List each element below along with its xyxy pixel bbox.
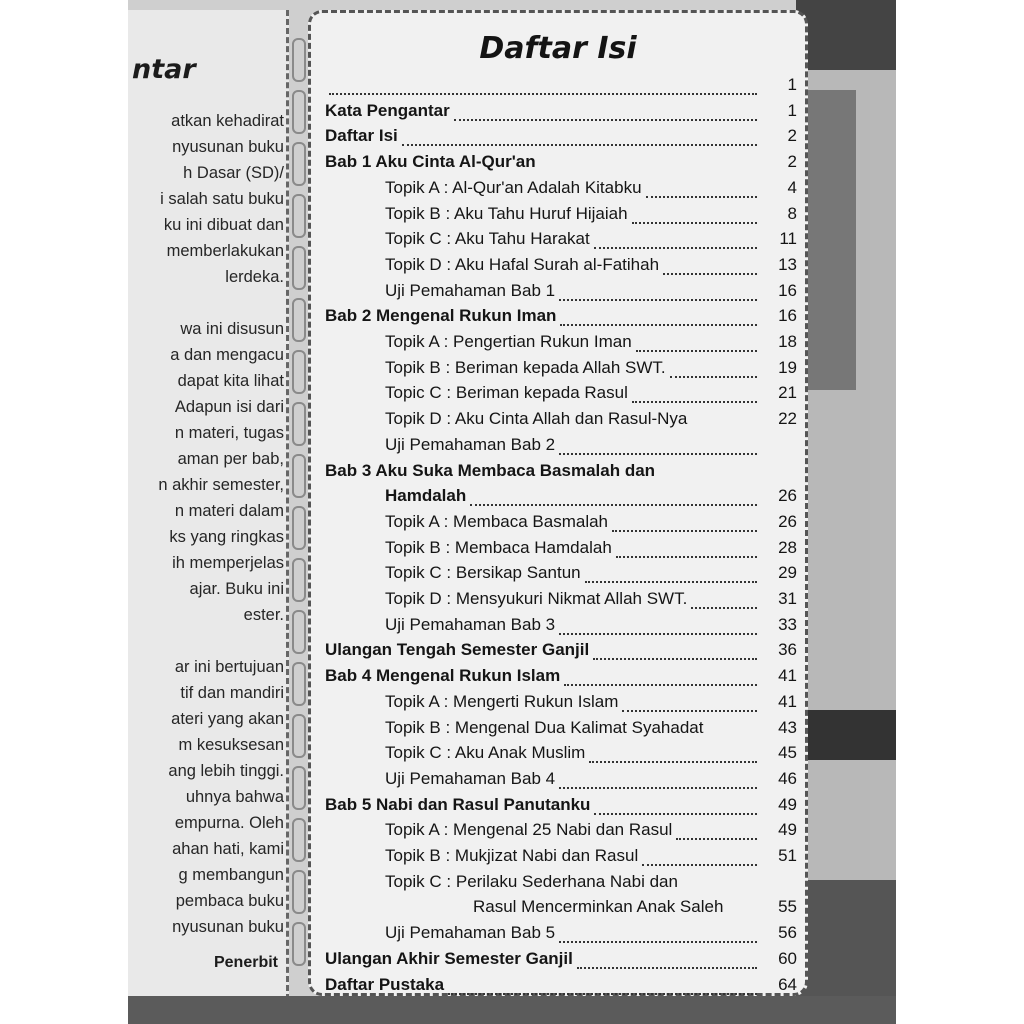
preface-line: dapat kita lihat (177, 372, 284, 390)
toc-entry-label: Uji Pemahaman Bab 4 (385, 768, 556, 788)
toc-entry[interactable] (311, 563, 811, 589)
preface-line: n materi, tugas (174, 424, 284, 442)
toc-page-number: 1 (787, 75, 797, 94)
preface-line: nyusunan buku (172, 138, 284, 156)
preface-line (130, 628, 284, 654)
toc-entry-label: Topik C : Aku Tahu Harakat (385, 229, 590, 249)
toc-entry[interactable] (311, 872, 811, 898)
toc-page-number: 2 (787, 126, 797, 146)
toc-entry[interactable] (311, 769, 811, 795)
toc-page-number: 16 (778, 280, 797, 300)
toc-entry[interactable] (311, 358, 811, 384)
toc-page-number: 2 (787, 152, 797, 172)
dot-leader (577, 967, 757, 969)
toc-page-number: 51 (778, 846, 797, 865)
toc-entry[interactable] (311, 589, 811, 615)
toc-page-number: 41 (778, 691, 797, 711)
dot-leader (691, 607, 757, 609)
page-bottom-band (128, 996, 896, 1024)
toc-entry-label: Bab 4 Mengenal Rukun Islam (325, 666, 561, 686)
preface-line: ks yang ringkas (169, 528, 284, 546)
dot-leader (632, 401, 757, 403)
toc-entry-label: Topik A : Al-Qur'an Adalah Kitabku (385, 177, 642, 197)
dot-leader (589, 761, 757, 763)
preface-line: ar ini bertujuan (174, 658, 284, 676)
toc-entry[interactable] (311, 435, 811, 461)
toc-entry[interactable] (311, 229, 811, 255)
toc-entry[interactable] (311, 126, 811, 152)
preface-title: ntar (132, 54, 196, 85)
toc-entry-label: Ulangan Akhir Semester Ganjil (325, 948, 573, 968)
dot-leader (585, 581, 757, 583)
toc-entry-label: Topik C : Bersikap Santun (385, 563, 581, 583)
toc-page-number: 64 (778, 974, 797, 994)
dot-leader (594, 813, 757, 815)
preface-line: atkan kehadirat (171, 112, 284, 130)
preface-line: uhnya bahwa (185, 788, 284, 806)
toc-entry-label: Topik A : Mengerti Rukun Islam (385, 691, 619, 711)
dot-leader (470, 504, 757, 506)
toc-entry-label: Topik B : Mukjizat Nabi dan Rasul (385, 846, 639, 865)
toc-page-number: 36 (778, 640, 797, 660)
preface-line: i salah satu buku (160, 190, 284, 208)
preface-line: ester. (243, 606, 284, 624)
dot-leader (642, 864, 757, 866)
toc-entry[interactable] (311, 795, 811, 821)
preface-line: ang lebih tinggi. (168, 762, 284, 780)
toc-page-number: 16 (778, 306, 797, 326)
toc-entry[interactable] (311, 101, 811, 127)
toc-entry-label: Uji Pemahaman Bab 1 (385, 280, 556, 300)
toc-page-number: 26 (778, 486, 797, 506)
toc-page-number: 56 (778, 923, 797, 943)
toc-entry-label: Topik B : Aku Tahu Huruf Hijaiah (385, 203, 628, 223)
dot-leader (559, 941, 757, 943)
toc-entry-label: Uji Pemahaman Bab 2 (385, 434, 556, 454)
preface-line: pembaca buku (175, 892, 284, 910)
toc-page-number: 26 (778, 511, 797, 531)
toc-page-number: 31 (778, 589, 797, 608)
toc-page-number: 13 (778, 254, 797, 274)
toc-page-number: 21 (778, 383, 797, 403)
preface-line: n materi dalam (174, 502, 284, 520)
dot-leader (636, 350, 757, 352)
preface-body (130, 108, 284, 940)
toc-entry[interactable] (311, 461, 811, 487)
toc-entry[interactable] (311, 949, 811, 975)
preface-line: h Dasar (SD)/ (183, 164, 284, 182)
toc-entry[interactable] (311, 538, 811, 564)
toc-page-number: 46 (778, 768, 797, 788)
dot-leader (329, 93, 757, 95)
toc-entry-label: Daftar Pustaka (325, 974, 445, 994)
preface-line: a dan mengacu (170, 346, 284, 364)
toc-entry[interactable] (311, 409, 811, 435)
preface-line: nyusunan buku (172, 918, 284, 936)
toc-entry-label: Bab 5 Nabi dan Rasul Panutanku (325, 794, 591, 814)
toc-entry[interactable] (311, 204, 811, 230)
preface-line: ku ini dibuat dan (163, 216, 284, 234)
dot-leader (593, 658, 757, 660)
dot-leader (448, 993, 757, 995)
preface-line: tif dan mandiri (180, 684, 284, 702)
toc-entry[interactable] (311, 897, 811, 923)
toc-entry-label: Topik D : Aku Hafal Surah al-Fatihah (385, 254, 660, 274)
decorative-pillar (288, 30, 310, 980)
toc-entry-label: Bab 1 Aku Cinta Al-Qur'an (325, 152, 536, 172)
toc-page-number: 28 (778, 537, 797, 557)
toc-page-number: 43 (778, 717, 797, 737)
dot-leader (454, 119, 757, 121)
toc-page-number: 55 (778, 897, 797, 917)
preface-signature: Penerbit (213, 954, 278, 971)
toc-entry-label: Topik B : Mengenal Dua Kalimat Syahadat (385, 717, 704, 737)
toc-page-number: 8 (787, 203, 797, 223)
toc-entry[interactable] (311, 692, 811, 718)
preface-line: aman per bab, (177, 450, 284, 468)
toc-entry-label: Topik A : Pengertian Rukun Iman (385, 332, 632, 351)
toc-page-number: 29 (778, 563, 797, 583)
preface-line (130, 290, 284, 316)
preface-line: m kesuksesan (178, 736, 284, 754)
dot-leader (612, 530, 757, 532)
table-of-contents (308, 10, 808, 996)
toc-entry[interactable] (311, 486, 811, 512)
toc-entry[interactable] (311, 820, 811, 846)
right-page-illustration (796, 0, 896, 1000)
toc-entry[interactable] (311, 666, 811, 692)
toc-page-number: 45 (778, 743, 797, 763)
dot-leader (559, 633, 757, 635)
toc-entry[interactable] (311, 615, 811, 641)
preface-line: lerdeka. (225, 268, 284, 286)
toc-title: Daftar Isi (479, 31, 637, 66)
toc-page-number: 22 (778, 409, 797, 429)
toc-entry[interactable] (311, 152, 811, 178)
toc-entry-label: Ulangan Tengah Semester Ganjil (325, 640, 590, 660)
toc-page-number: 11 (779, 229, 797, 249)
toc-entry-label: Hamdalah (385, 486, 467, 506)
toc-entry-label: Topik C : Perilaku Sederhana Nabi dan (385, 871, 678, 891)
preface-line: g membangun (178, 866, 284, 884)
toc-entry-label: Daftar Isi (325, 126, 398, 146)
toc-entry[interactable] (311, 75, 811, 101)
left-page-preface (128, 10, 289, 1000)
toc-entry-label: Bab 3 Aku Suka Membaca Basmalah dan (325, 460, 656, 480)
toc-page-number: 1 (787, 100, 797, 120)
toc-entry[interactable] (311, 332, 811, 358)
preface-line: ih memperjelas (172, 554, 284, 572)
preface-line: wa ini disusun (180, 320, 284, 338)
toc-entry[interactable] (311, 743, 811, 769)
toc-entry[interactable] (311, 255, 811, 281)
toc-entry-label: Topik A : Mengenal 25 Nabi dan Rasul (385, 820, 673, 840)
toc-entry[interactable] (311, 846, 811, 872)
dot-leader (676, 838, 757, 840)
toc-entry[interactable] (311, 718, 811, 744)
toc-page-number: 41 (778, 666, 797, 686)
preface-line: memberlakukan (166, 242, 284, 260)
dot-leader (670, 376, 757, 378)
dot-leader (402, 144, 757, 146)
toc-page-number: 19 (778, 357, 797, 377)
toc-entry-label: Rasul Mencerminkan Anak Saleh (473, 897, 724, 917)
dot-leader (559, 787, 757, 789)
toc-entry-label: Topik D : Mensyukuri Nikmat Allah SWT. (385, 589, 688, 608)
toc-page-number: 4 (787, 177, 797, 197)
dot-leader (622, 710, 757, 712)
toc-entry-label: Topic C : Beriman kepada Rasul (385, 383, 628, 403)
toc-entry[interactable] (311, 178, 811, 204)
toc-entry-label: Uji Pemahaman Bab 3 (385, 614, 556, 634)
toc-entry-label: Uji Pemahaman Bab 5 (385, 923, 556, 943)
dot-leader (594, 247, 757, 249)
book-spread (128, 0, 896, 1024)
preface-line: ateri yang akan (171, 710, 284, 728)
toc-entry[interactable] (311, 512, 811, 538)
dot-leader (663, 273, 757, 275)
toc-page-number: 18 (778, 332, 797, 351)
dot-leader (559, 453, 757, 455)
toc-entry[interactable] (311, 383, 811, 409)
preface-line: n akhir semester, (158, 476, 284, 494)
toc-entry-label: Topik D : Aku Cinta Allah dan Rasul-Nya (385, 409, 688, 429)
toc-entry-label: Topik B : Beriman kepada Allah SWT. (385, 357, 666, 377)
dot-leader (632, 222, 757, 224)
dot-leader (559, 299, 757, 301)
dot-leader (616, 556, 757, 558)
toc-entry[interactable] (311, 281, 811, 307)
toc-page-number: 60 (778, 948, 797, 968)
dot-leader (646, 196, 757, 198)
toc-entry-label: Topik A : Membaca Basmalah (385, 511, 609, 531)
toc-entry-label: Bab 2 Mengenal Rukun Iman (325, 306, 557, 326)
toc-entry[interactable] (311, 923, 811, 949)
toc-entry-label: Kata Pengantar (325, 100, 450, 120)
toc-page-number: 49 (778, 794, 797, 814)
toc-entry-label: Topik C : Aku Anak Muslim (385, 743, 586, 763)
dot-leader (564, 684, 757, 686)
toc-entry-label: Topik B : Membaca Hamdalah (385, 537, 612, 557)
preface-line: Adapun isi dari (174, 398, 284, 416)
toc-entry[interactable] (311, 640, 811, 666)
toc-page-number: 49 (778, 820, 797, 840)
toc-page-number: 33 (778, 614, 797, 634)
toc-entry[interactable] (311, 306, 811, 332)
preface-line: ajar. Buku ini (189, 580, 284, 598)
preface-line: empurna. Oleh (174, 814, 284, 832)
dot-leader (560, 324, 757, 326)
preface-line: ahan hati, kami (172, 840, 284, 858)
